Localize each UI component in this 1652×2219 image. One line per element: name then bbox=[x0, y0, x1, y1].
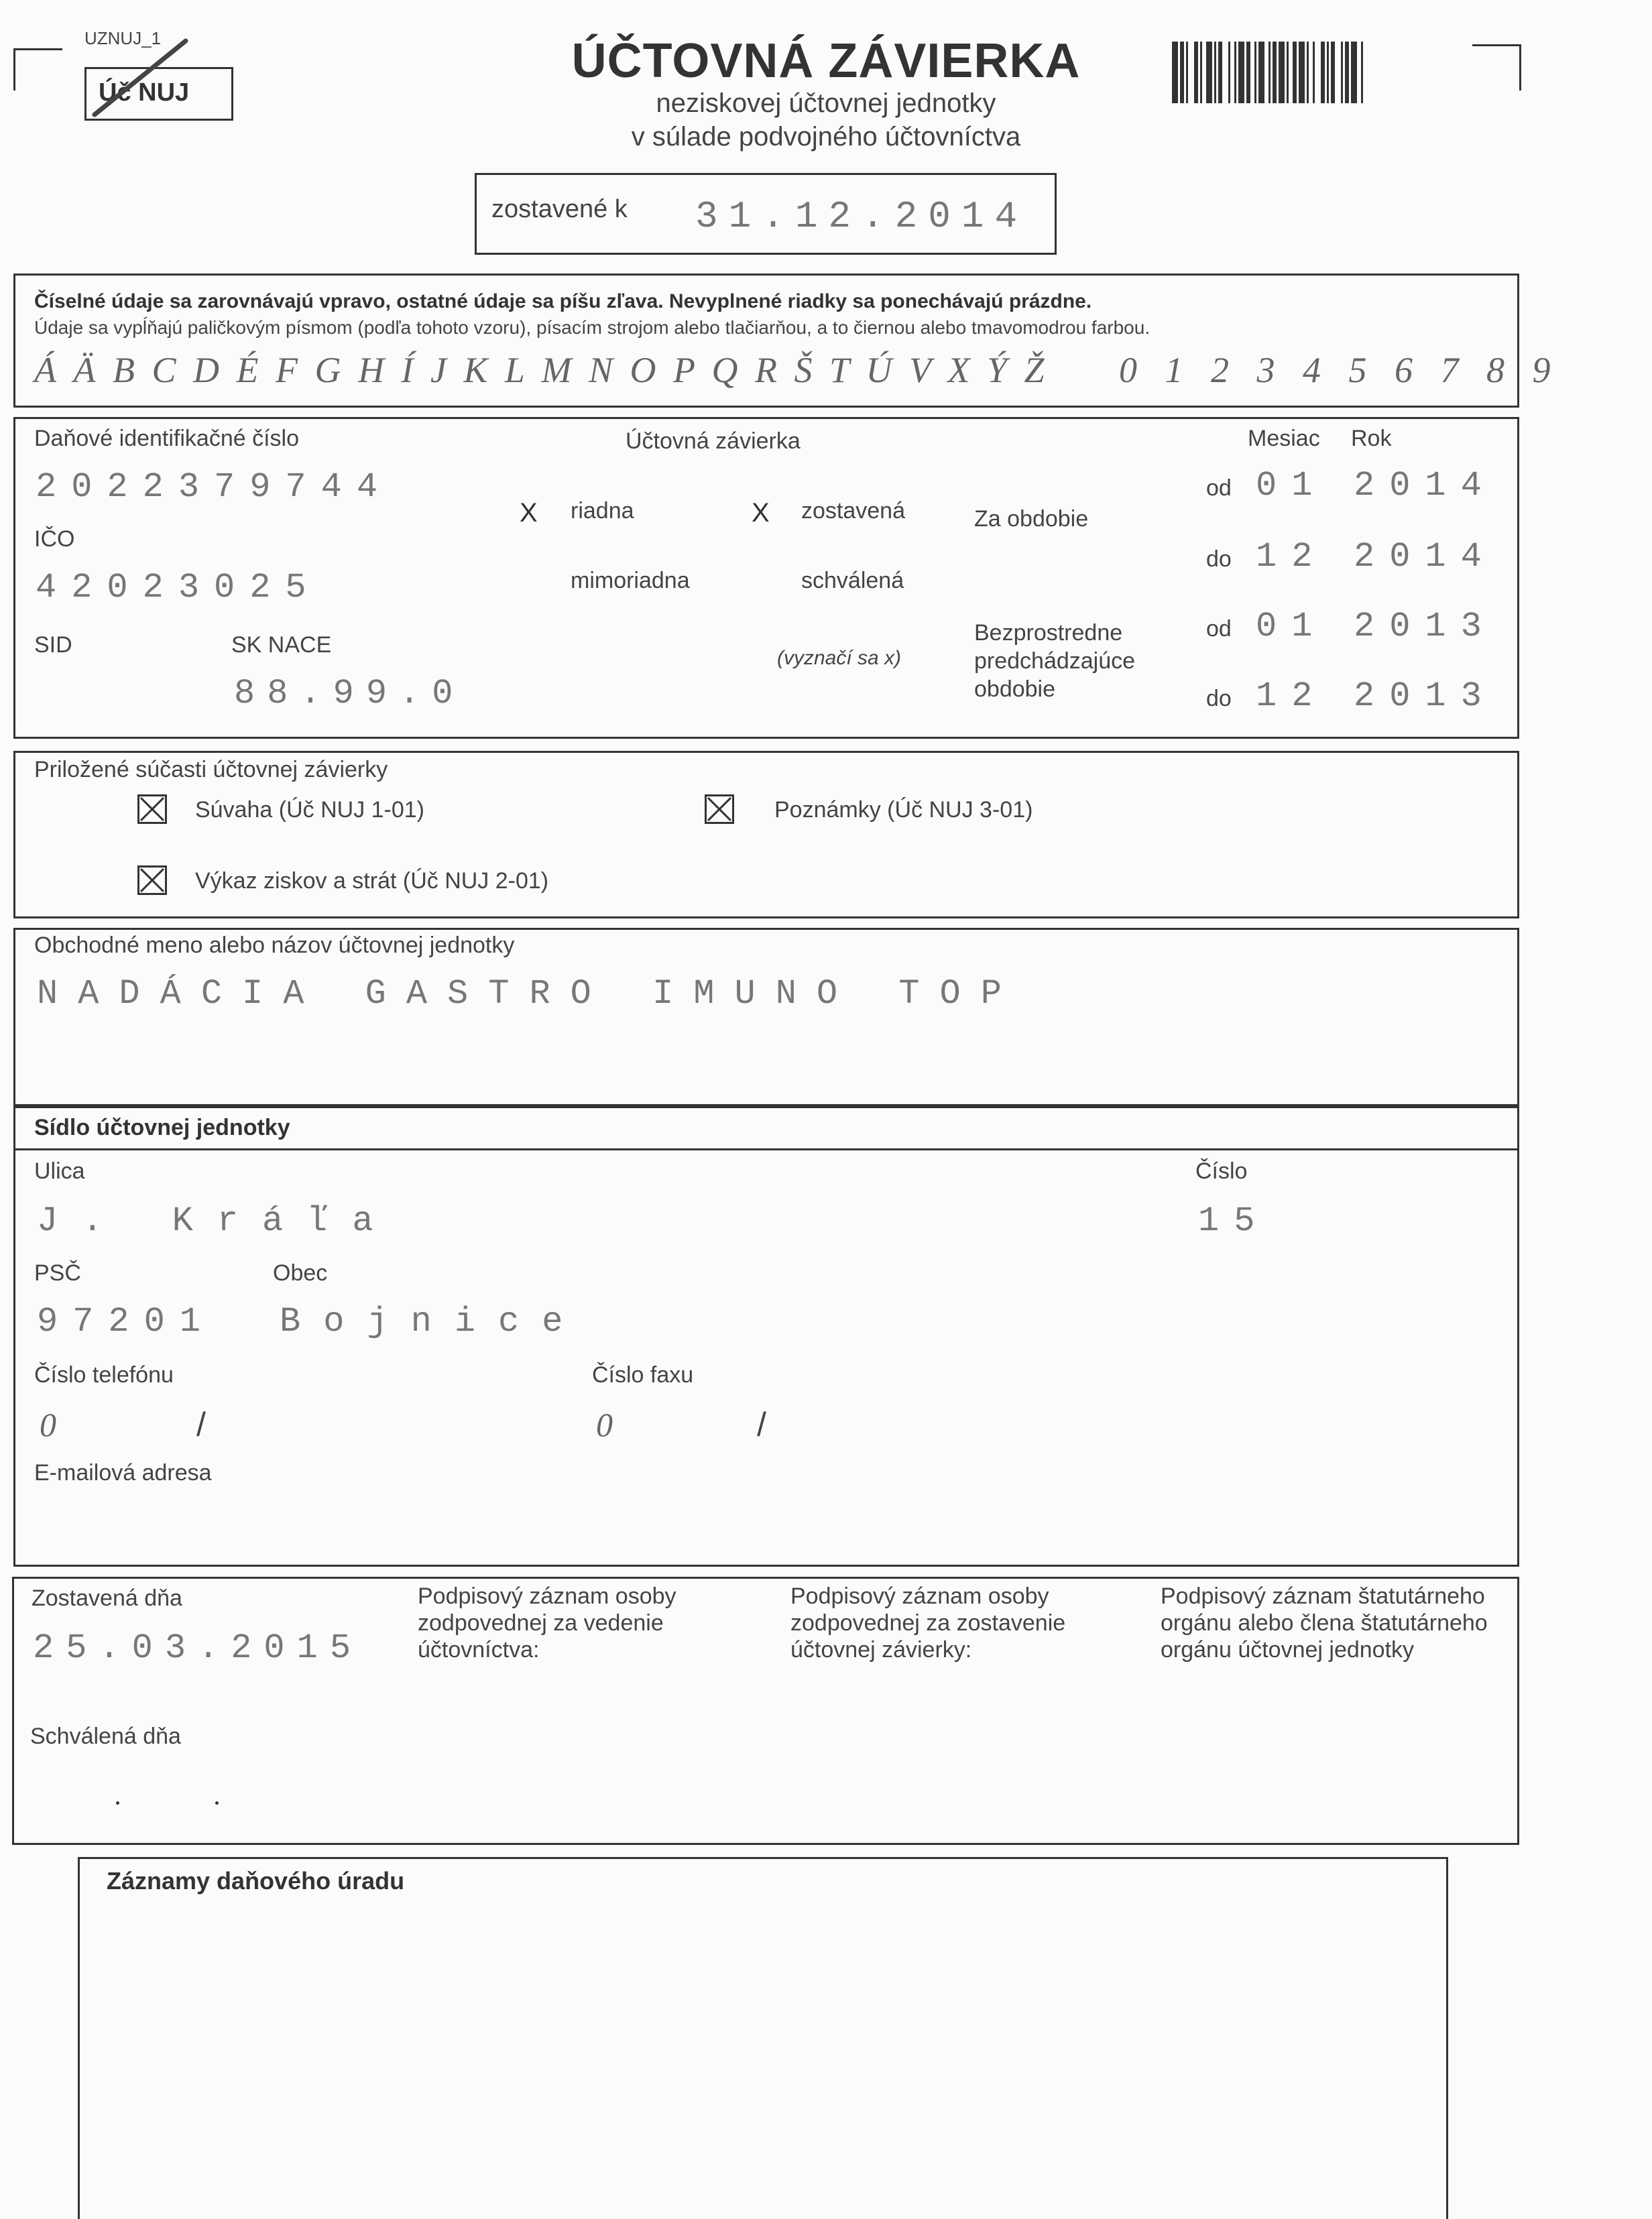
number-label: Číslo bbox=[1195, 1158, 1248, 1184]
fax-slash: / bbox=[757, 1406, 766, 1443]
barcode-bar bbox=[1218, 42, 1222, 103]
nace-value: 88.99.0 bbox=[234, 674, 465, 713]
poznamky-label: Poznámky (Úč NUJ 3-01) bbox=[774, 797, 1033, 823]
signatures-box bbox=[12, 1577, 1519, 1845]
barcode bbox=[1172, 42, 1456, 109]
barcode-bar bbox=[1228, 42, 1230, 103]
barcode-bar bbox=[1287, 42, 1289, 103]
dic-value: 2022379744 bbox=[36, 467, 393, 507]
tax-office-title: Záznamy daňového úradu bbox=[107, 1867, 405, 1895]
schvalena-label: schválená bbox=[801, 568, 904, 593]
sample-digits: 0 1 2 3 4 5 6 7 8 9 bbox=[1119, 350, 1560, 390]
barcode-bar bbox=[1258, 42, 1264, 103]
barcode-bar bbox=[1234, 42, 1236, 103]
prev-from-label: od bbox=[1206, 616, 1232, 642]
instructions-line-2: Údaje sa vypĺňajú paličkovým písmom (podľa tohoto vzoru), písacím strojom alebo tlačiarňou, a to čiernou alebo tmavomodrou farbou. bbox=[34, 317, 1150, 338]
email-label: E-mailová adresa bbox=[34, 1460, 212, 1486]
barcode-bar bbox=[1214, 42, 1216, 103]
compiled-date-label: zostavené k bbox=[491, 195, 628, 223]
barcode-bar bbox=[1273, 42, 1277, 103]
barcode-bar bbox=[1186, 42, 1188, 103]
month-header: Mesiac bbox=[1248, 426, 1320, 451]
prev-from-year[interactable]: 2013 bbox=[1354, 607, 1496, 646]
barcode-bar bbox=[1321, 42, 1325, 103]
sid-label: SID bbox=[34, 632, 72, 658]
barcode-bar bbox=[1246, 42, 1250, 103]
approved-on-label: Schválená dňa bbox=[30, 1724, 181, 1749]
barcode-bar bbox=[1254, 42, 1256, 103]
mimoriadna-label: mimoriadna bbox=[571, 568, 690, 593]
signature-compiler: Podpisový záznam osoby zodpovednej za zostavenie účtovnej závierky: bbox=[790, 1583, 1066, 1663]
barcode-bar bbox=[1268, 42, 1271, 103]
period-from-year[interactable]: 2014 bbox=[1354, 466, 1496, 505]
instructions-box bbox=[13, 274, 1560, 408]
compiled-on-value[interactable]: 25.03.2015 bbox=[33, 1628, 363, 1668]
zostavena-label: zostavená bbox=[801, 498, 905, 524]
fax-label: Číslo faxu bbox=[592, 1362, 694, 1388]
barcode-bar bbox=[1180, 42, 1184, 103]
vykaz-label: Výkaz ziskov a strát (Úč NUJ 2-01) bbox=[195, 868, 549, 894]
barcode-bar bbox=[1327, 42, 1329, 103]
tax-office-box bbox=[78, 1857, 1448, 2219]
phone-value[interactable]: 0 bbox=[40, 1406, 56, 1443]
attachments-box bbox=[13, 751, 1519, 918]
page-subtitle-1: neziskovej účtovnej jednotky bbox=[656, 88, 996, 118]
city-value[interactable]: Bojnice bbox=[280, 1302, 586, 1341]
approved-on-dot-2 bbox=[215, 1801, 219, 1805]
riadna-label: riadna bbox=[571, 498, 634, 524]
seat-title: Sídlo účtovnej jednotky bbox=[34, 1115, 290, 1140]
barcode-bar bbox=[1345, 42, 1349, 103]
period-from-label: od bbox=[1206, 475, 1232, 501]
sample-letters: Á Ä B C D É F G H Í J K L M N O P Q R Š T Ú V X Ý Ž bbox=[34, 350, 1049, 390]
phone-label: Číslo telefónu bbox=[34, 1362, 174, 1388]
psc-value[interactable]: 97201 bbox=[37, 1302, 216, 1341]
city-label: Obec bbox=[273, 1260, 328, 1286]
prev-to-label: do bbox=[1206, 686, 1232, 711]
barcode-bar bbox=[1293, 42, 1297, 103]
prev-period-label: Bezprostredne predchádzajúce obdobie bbox=[974, 620, 1136, 702]
number-value[interactable]: 15 bbox=[1198, 1201, 1270, 1241]
period-label: Za obdobie bbox=[974, 506, 1089, 532]
suvaha-checkbox[interactable] bbox=[137, 794, 167, 824]
barcode-bar bbox=[1331, 42, 1335, 103]
identification-box bbox=[13, 417, 1519, 739]
barcode-bar bbox=[1279, 42, 1285, 103]
compiled-on-label: Zostavená dňa bbox=[32, 1585, 182, 1611]
suvaha-label: Súvaha (Úč NUJ 1-01) bbox=[195, 797, 425, 823]
year-header: Rok bbox=[1351, 426, 1392, 451]
entity-name-label: Obchodné meno alebo názov účtovnej jednotky bbox=[34, 933, 515, 958]
mark-note: (vyznačí sa x) bbox=[777, 647, 902, 669]
nace-label: SK NACE bbox=[231, 632, 332, 658]
barcode-bar bbox=[1341, 42, 1343, 103]
psc-label: PSČ bbox=[34, 1260, 81, 1286]
page-title: ÚČTOVNÁ ZÁVIERKA bbox=[571, 34, 1081, 88]
period-to-label: do bbox=[1206, 546, 1232, 572]
seat-box bbox=[13, 1148, 1519, 1567]
prev-to-year[interactable]: 2013 bbox=[1354, 676, 1496, 716]
barcode-bar bbox=[1361, 42, 1363, 103]
attachments-title: Priložené súčasti účtovnej závierky bbox=[34, 757, 388, 782]
zostavena-mark[interactable]: X bbox=[752, 498, 770, 528]
vykaz-checkbox[interactable] bbox=[137, 865, 167, 895]
entity-name-value[interactable]: NADÁCIA GASTRO IMUNO TOP bbox=[37, 974, 1022, 1014]
barcode-bar bbox=[1351, 42, 1357, 103]
prev-to-month[interactable]: 12 bbox=[1256, 676, 1328, 716]
street-value[interactable]: J. Kráľa bbox=[37, 1201, 398, 1241]
dic-label: Daňové identifikačné číslo bbox=[34, 426, 300, 451]
signature-statutory: Podpisový záznam štatutárneho orgánu alebo člena štatutárneho orgánu účtovnej jednotky bbox=[1161, 1583, 1488, 1663]
compiled-date-box bbox=[475, 173, 1057, 255]
period-from-month[interactable]: 01 bbox=[1256, 466, 1328, 505]
period-to-month[interactable]: 12 bbox=[1256, 537, 1328, 577]
barcode-bar bbox=[1200, 42, 1202, 103]
barcode-bar bbox=[1172, 42, 1178, 103]
form-tag-label: Úč NUJ bbox=[99, 78, 190, 107]
entity-name-box bbox=[13, 928, 1519, 1106]
approved-on-dot-1 bbox=[116, 1801, 119, 1805]
barcode-bar bbox=[1307, 42, 1309, 103]
instructions-line-1: Číselné údaje sa zarovnávajú vpravo, ostatné údaje sa píšu zľava. Nevyplnené riadky sa ponechávajú prázdne. bbox=[34, 290, 1092, 312]
prev-from-month[interactable]: 01 bbox=[1256, 607, 1328, 646]
seat-title-bar bbox=[13, 1106, 1519, 1150]
ico-label: IČO bbox=[34, 526, 75, 552]
period-to-year[interactable]: 2014 bbox=[1354, 537, 1496, 577]
barcode-bar bbox=[1299, 42, 1305, 103]
compiled-date-value: 31.12.2014 bbox=[695, 195, 1028, 238]
barcode-bar bbox=[1313, 42, 1315, 103]
poznamky-checkbox[interactable] bbox=[705, 794, 734, 824]
barcode-bar bbox=[1238, 42, 1244, 103]
barcode-bar bbox=[1194, 42, 1198, 103]
uz-type-label: Účtovná závierka bbox=[626, 428, 801, 454]
barcode-bar bbox=[1206, 42, 1212, 103]
form-tag-code: UZNUJ_1 bbox=[84, 28, 162, 48]
riadna-mark[interactable]: X bbox=[520, 498, 538, 528]
ico-value: 42023025 bbox=[36, 568, 321, 607]
street-label: Ulica bbox=[34, 1158, 85, 1184]
page-subtitle-2: v súlade podvojného účtovníctva bbox=[631, 122, 1021, 152]
phone-slash: / bbox=[196, 1406, 206, 1443]
signature-accounting: Podpisový záznam osoby zodpovednej za vedenie účtovníctva: bbox=[418, 1583, 676, 1663]
fax-value[interactable]: 0 bbox=[596, 1406, 613, 1443]
